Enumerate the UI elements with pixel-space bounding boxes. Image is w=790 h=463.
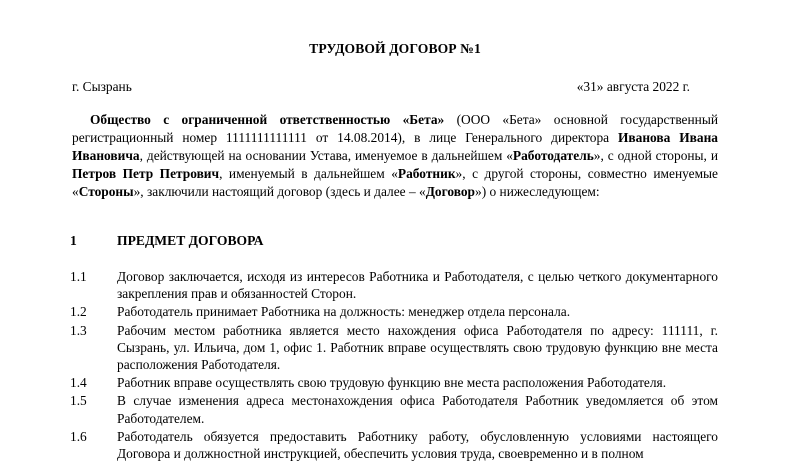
employer-term: Работодатель [512, 148, 594, 164]
clause-item [70, 428, 718, 462]
clause-number: 1.2 [70, 304, 87, 320]
clause-text: Рабочим местом работника является место нахождения офиса Работодателя по адресу: 111111, г. Сызрань, ул. Ильича, дом 1, офис 1. Работник вправе осуществлять свою трудовую функцию вне места расположения Работодателя. [117, 322, 718, 373]
section-number: 1 [70, 233, 77, 248]
clause-item [70, 303, 718, 320]
clause-text: В случае изменения адреса местонахождения офиса Работодателя Работник уведомляется об этом Работодателем. [117, 393, 718, 426]
clause-number: 1.3 [70, 322, 87, 338]
document-city: г. Сызрань [72, 79, 132, 94]
intro-text-3: », с одной стороны, и [593, 148, 718, 164]
employee-name: Петров Петр Петрович [72, 166, 220, 182]
clause-text: Работодатель принимает Работника на должность: менеджер отдела персонала. [117, 304, 571, 320]
parties-term: Стороны [78, 184, 134, 200]
clause-number: 1.4 [70, 375, 87, 391]
document-title: ТРУДОВОЙ ДОГОВОР №1 [309, 41, 481, 56]
intro-paragraph [72, 111, 718, 201]
director-name: Иванова Ивана Ивановича [72, 130, 718, 164]
intro-text-2: , действующей на основании Устава, именуемое в дальнейшем « [139, 148, 513, 164]
clause-number: 1.1 [70, 269, 87, 284]
contract-term: Договор [425, 184, 476, 200]
intro-text-1: (ООО «Бета» основной государственный регистрационный номер 1111111111111 от 14.08.2014), в лице Генерального директора [72, 112, 718, 146]
section-heading [70, 233, 264, 249]
document-date: «31» августа 2022 г. [576, 79, 690, 94]
clause-number: 1.6 [70, 428, 87, 444]
clause-number: 1.5 [70, 393, 87, 409]
section-title: ПРЕДМЕТ ДОГОВОРА [117, 233, 264, 248]
clause-item [70, 268, 718, 302]
clause-item [70, 322, 718, 374]
intro-text-5: », с другой стороны, совместно именуемые « [72, 166, 718, 200]
intro-text-4: , именуемый в дальнейшем « [219, 166, 398, 182]
clause-text: Работник вправе осуществлять свою трудовую функцию вне места расположения Работодателя. [117, 375, 667, 391]
org-name: Общество с ограниченной ответственностью «Бета» [90, 112, 445, 127]
intro-text-6: », заключили настоящий договор (здесь и далее – « [133, 184, 426, 200]
clause-text: Работодатель обязуется предоставить Работнику работу, обусловленную условиями настоящего Договора и должностной инструкцией, обеспечить условия труда, своевременно и в полном [117, 428, 718, 462]
clause-text: Договор заключается, исходя из интересов Работника и Работодателя, с целью четкого документарного закрепления прав и обязанностей Сторон. [117, 269, 718, 302]
clause-item [70, 392, 718, 426]
employee-term: Работник [397, 166, 456, 182]
clause-list [70, 268, 718, 463]
clause-item [70, 374, 718, 391]
intro-text-7: ») о нижеследующем: [475, 184, 600, 200]
